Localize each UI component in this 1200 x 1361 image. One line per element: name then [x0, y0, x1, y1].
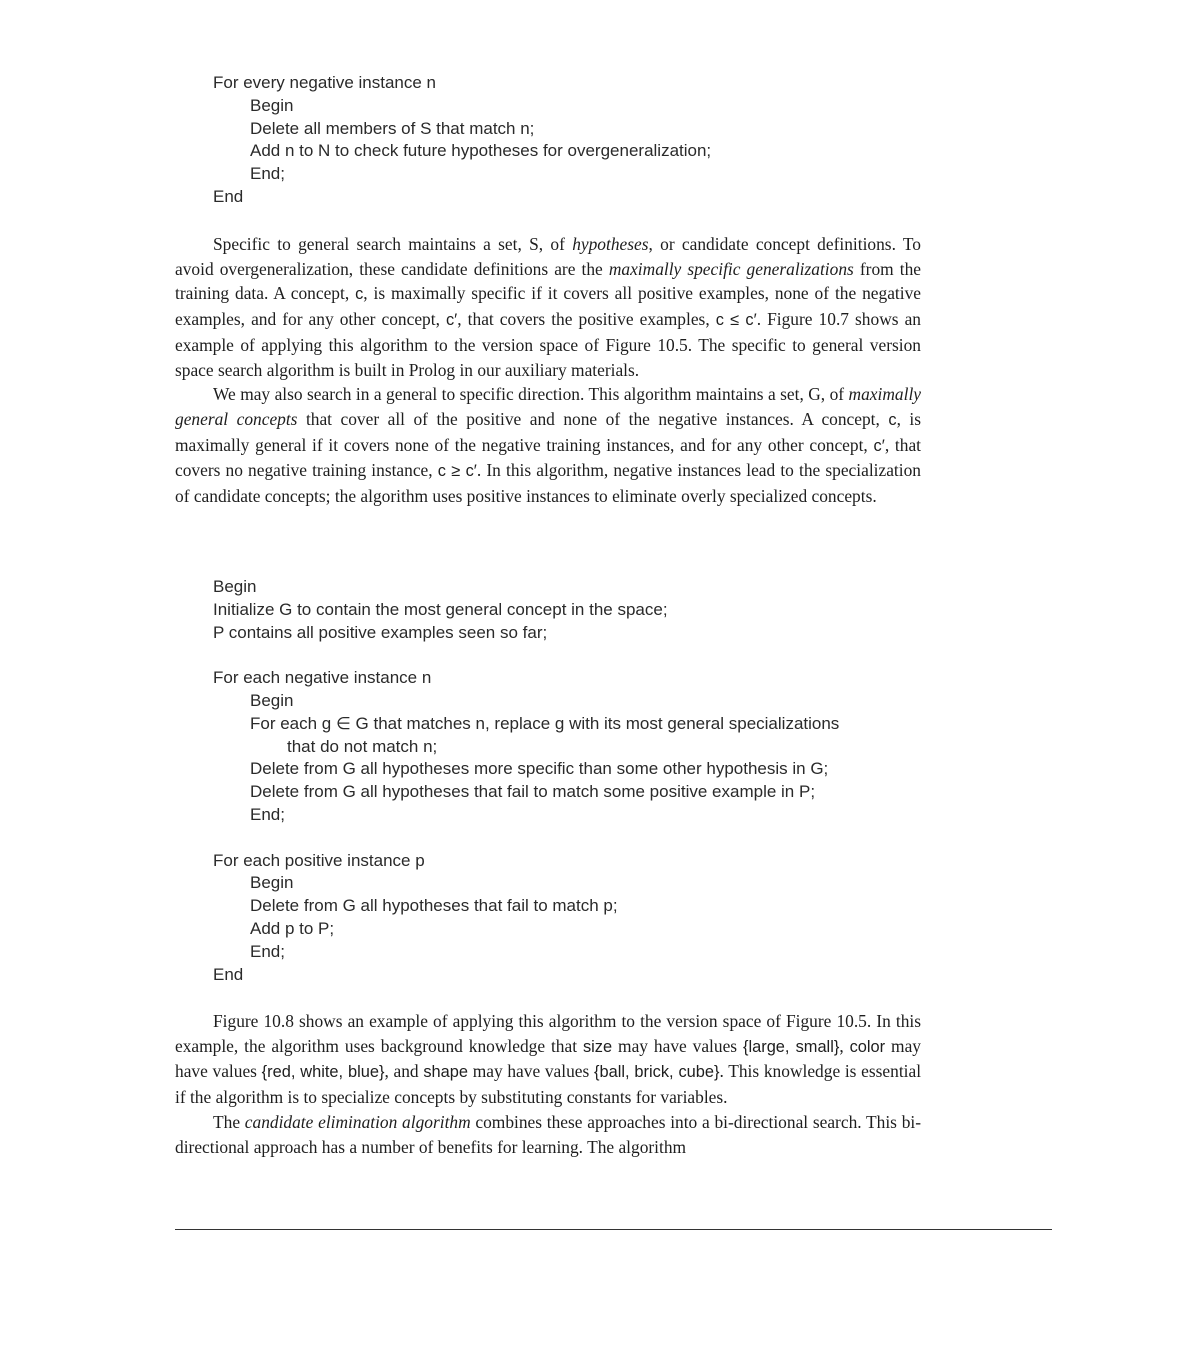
algo-line: End [213, 186, 244, 206]
algo-line: Delete from G all hypotheses more specific than some other hypothesis in G; [250, 759, 829, 779]
algo-line: For each positive instance p [213, 850, 425, 870]
algo-line: End; [250, 804, 285, 824]
algo-line: Initialize G to contain the most general concept in the space; [213, 599, 668, 619]
algo-line: Begin [250, 690, 294, 710]
paragraph-general-to-specific: We may also search in a general to specific direction. This algorithm maintains a set, G, of maximally general concepts that cover all of the positive and none of the negative instances. A concept, c, is maximally general if it covers none of the negative training instances, and for any other concept, c′, that covers no negative training instance, c ≥ c′. In this algorithm, negative instances lead to the specialization of candidate concepts; the algorithm uses positive instances to eliminate overly specialized concepts. [175, 384, 922, 507]
algorithm-fragment-top [213, 72, 711, 209]
algo-line: For every negative instance n [213, 73, 437, 92]
algo-line: P contains all positive examples seen so far; [213, 622, 548, 642]
algo-line: Add n to N to check future hypotheses for overgeneralization; [250, 141, 712, 161]
algo-line: Delete from G all hypotheses that fail to match p; [250, 896, 618, 916]
prose-block-2 [175, 1009, 921, 1159]
footer-rule [175, 1229, 1052, 1230]
algo-line: Delete all members of S that match n; [250, 118, 535, 138]
algo-line: Begin [250, 873, 294, 893]
algo-line: Add p to P; [250, 918, 335, 938]
algo-line: End [213, 964, 244, 984]
algo-line: End; [250, 164, 285, 184]
algo-line: Delete from G all hypotheses that fail to match some positive example in P; [250, 782, 816, 802]
algo-line: Begin [250, 95, 294, 115]
algo-line: For each g ∈ G that matches n, replace g with its most general specializations [250, 713, 840, 733]
algo-line: End; [250, 941, 285, 961]
paragraph-figure-10-8: Figure 10.8 shows an example of applying this algorithm to the version space of Figure 10.5. In this example, the algorithm uses background knowledge that size may have values {large, small}, color may have values {red, white, blue}, and shape may have values {ball, brick, cube}. This knowledge is essential if the algorithm is to specialize concepts by substituting constants for variables. [175, 1011, 922, 1108]
algo-line: For each negative instance n [213, 668, 432, 688]
algorithm-general-to-specific [213, 576, 839, 986]
paragraph-candidate-elimination: The candidate elimination algorithm combines these approaches into a bi-directional search. This bi-directional approach has a number of benefits for learning. The algorithm [175, 1111, 922, 1157]
prose-block-1 [175, 232, 921, 509]
algo-line: that do not match n; [287, 736, 438, 756]
algo-line: Begin [213, 577, 257, 596]
paragraph-specific-to-general: Specific to general search maintains a set, S, of hypotheses, or candidate concept definitions. To avoid overgeneralization, these candidate definitions are the maximally specific generalizations from the training data. A concept, c, is maximally specific if it covers all positive examples, none of the negative examples, and for any other concept, c′, that covers the positive examples, c ≤ c′. Figure 10.7 shows an example of applying this algorithm to the version space of Figure 10.5. The specific to general version space search algorithm is built in Prolog in our auxiliary materials. [175, 234, 921, 380]
